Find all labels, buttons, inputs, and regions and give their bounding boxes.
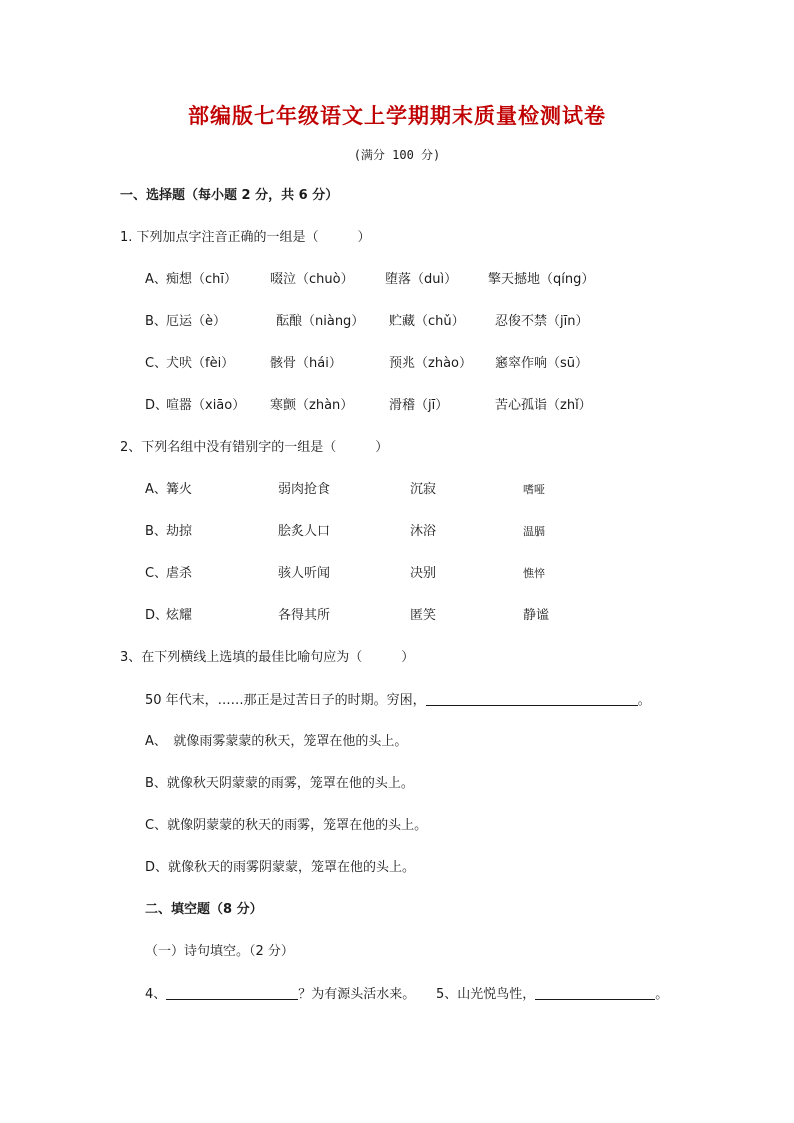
q3-passage-text: 50 年代末，……那正是过苦日子的时期。穷困， — [145, 693, 426, 708]
q5-line — [436, 985, 668, 1004]
option-item: 憔悴 — [523, 567, 545, 580]
q2-stem: 2、下列名组中没有错别字的一组是（ ） — [120, 440, 389, 455]
option-item: 窸窣作响（sū） — [495, 356, 589, 371]
q5-answer-blank[interactable] — [535, 985, 655, 1000]
option-item: 沐浴 — [410, 524, 437, 539]
option-item: 喧嚣（xiāo） — [166, 398, 246, 413]
q4-suffix: ？为有源头活水来。 — [298, 987, 416, 1002]
option-item: 堕落（duì） — [385, 272, 458, 287]
option-item: 擎天撼地（qíng） — [488, 272, 595, 287]
option-item: 各得其所 — [278, 608, 331, 623]
option-label: D、 — [145, 608, 169, 623]
q4-answer-blank[interactable] — [166, 985, 298, 1000]
full-score-note: (满分 100 分) — [353, 148, 441, 162]
q3-option-b: B、就像秋天阴蒙蒙的雨雾，笼罩在他的头上。 — [145, 776, 414, 791]
q5-prefix: 5、山光悦鸟性， — [436, 987, 536, 1002]
option-item: 劫掠 — [166, 524, 193, 539]
option-item: 篝火 — [166, 482, 193, 497]
option-item: 啜泣（chuò） — [270, 272, 354, 287]
q3-option-d: D、就像秋天的雨雾阴蒙蒙，笼罩在他的头上。 — [145, 860, 416, 875]
page-title: 部编版七年级语文上学期期末质量检测试卷 — [188, 103, 606, 128]
option-item: 酝酿（niàng） — [276, 314, 365, 329]
option-item: 贮藏（chǔ） — [389, 314, 465, 329]
section1-heading: 一、选择题（每小题 2 分，共 6 分） — [120, 188, 339, 203]
option-item: 苦心孤诣（zhǐ） — [495, 398, 592, 413]
option-item: 匿笑 — [410, 608, 437, 623]
q3-passage — [145, 691, 651, 710]
option-label: C、 — [145, 566, 168, 581]
option-item: 静谧 — [523, 608, 550, 623]
q3-option-a: A、 就像雨雾蒙蒙的秋天，笼罩在他的头上。 — [145, 734, 408, 749]
option-item: 忍俊不禁（jīn） — [495, 314, 589, 329]
option-item: 脍炙人口 — [278, 524, 331, 539]
option-item: 决别 — [410, 566, 437, 581]
option-label: B、 — [145, 314, 167, 329]
option-item: 骇人听闻 — [278, 566, 331, 581]
option-item: 滑稽（jī） — [389, 398, 449, 413]
q1-stem: 1. 下列加点字注音正确的一组是（ ） — [120, 230, 371, 245]
section2-sub1: （一）诗句填空。（2 分） — [145, 944, 294, 959]
option-item: 厄运（è） — [166, 314, 226, 329]
option-item: 温膈 — [523, 525, 545, 538]
q5-suffix: 。 — [655, 987, 669, 1002]
option-label: A、 — [145, 482, 167, 497]
option-item: 骸骨（hái） — [270, 356, 342, 371]
option-item: 痴想（chī） — [166, 272, 237, 287]
option-item: 炫耀 — [166, 608, 193, 623]
option-item: 沉寂 — [410, 482, 437, 497]
option-item: 寒颤（zhàn） — [270, 398, 354, 413]
q4-line — [145, 985, 415, 1004]
option-label: A、 — [145, 272, 167, 287]
option-item: 虐杀 — [166, 566, 193, 581]
answer-blank[interactable] — [426, 691, 638, 706]
option-item: 预兆（zhào） — [389, 356, 472, 371]
option-label: B、 — [145, 524, 167, 539]
q3-option-c: C、就像阴蒙蒙的秋天的雨雾，笼罩在他的头上。 — [145, 818, 428, 833]
option-label: D、 — [145, 398, 169, 413]
q3-stem: 3、在下列横线上选填的最佳比喻句应为（ ） — [120, 650, 415, 665]
q3-passage-end: 。 — [637, 693, 651, 708]
option-item: 犬吠（fèi） — [166, 356, 235, 371]
q4-prefix: 4、 — [145, 987, 167, 1002]
option-item: 弱肉抢食 — [278, 482, 331, 497]
option-item: 嗜哑 — [523, 483, 545, 496]
section2-heading: 二、填空题（8 分） — [145, 902, 263, 917]
option-label: C、 — [145, 356, 168, 371]
